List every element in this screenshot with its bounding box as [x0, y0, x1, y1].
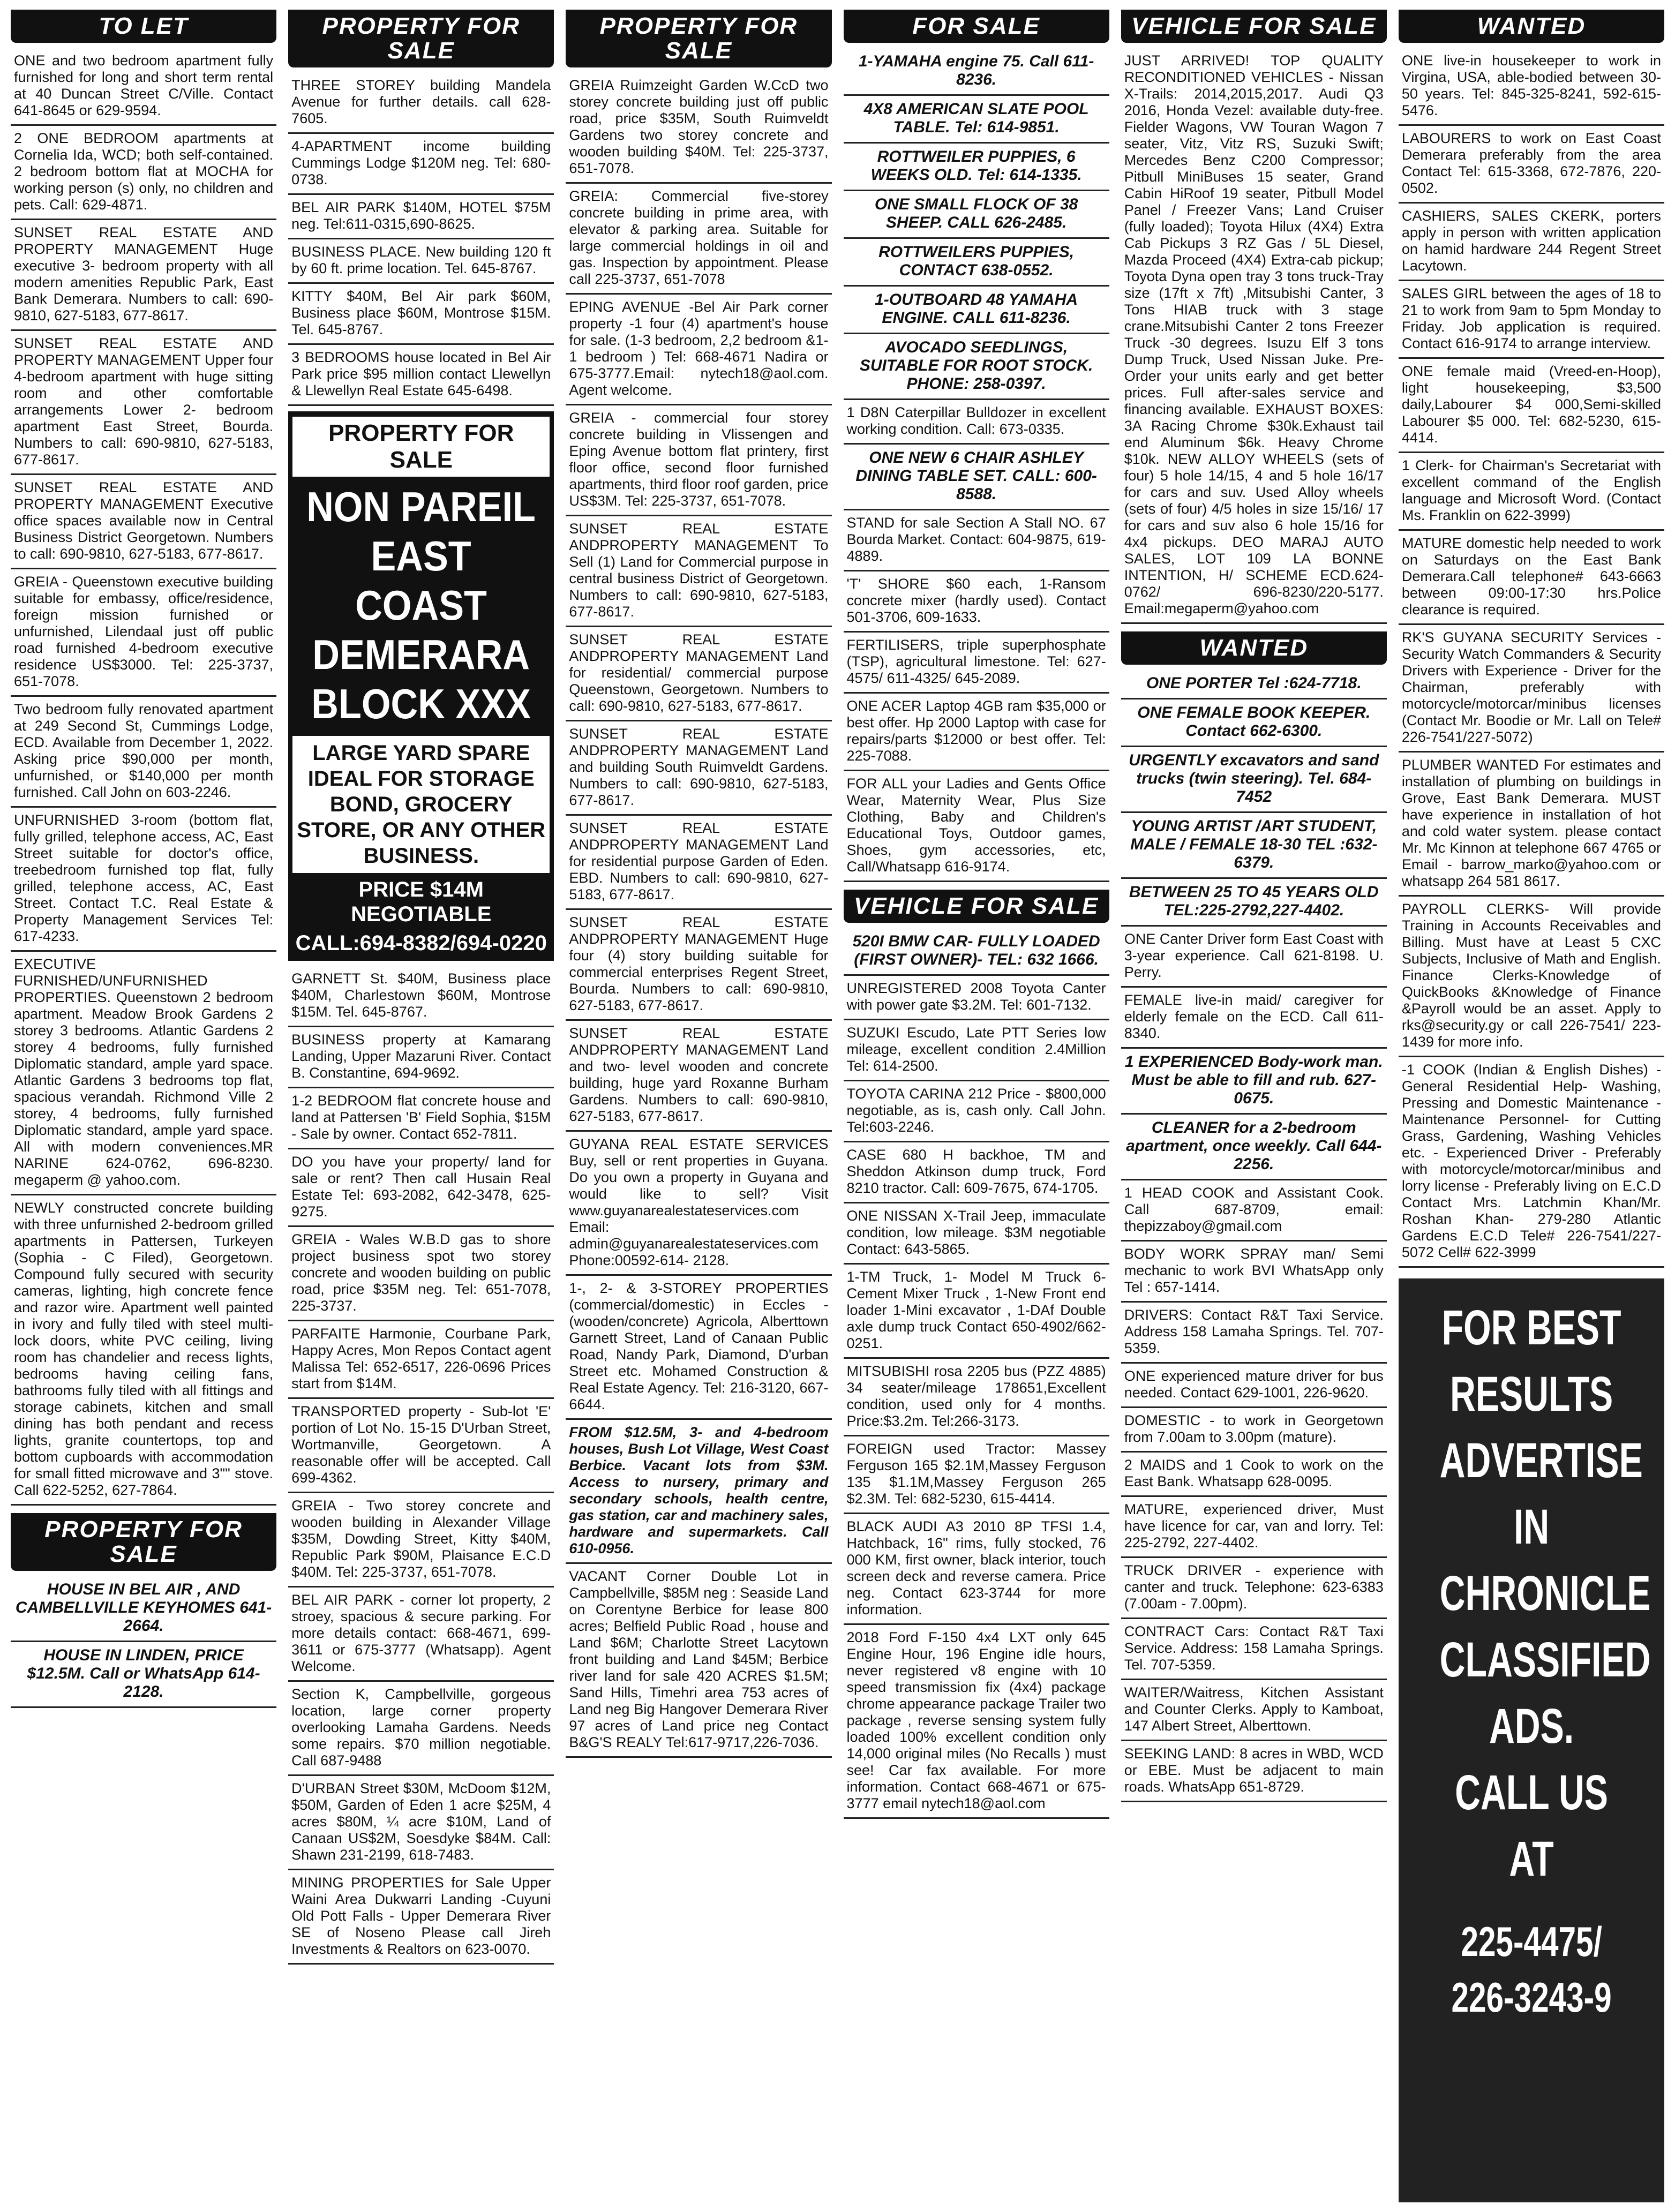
- classified-ad: FROM $12.5M, 3- and 4-bedroom houses, Bush Lot Village, West Coast Berbice. Vacant lots from $3M. Access to nursery, primary and secondary schools, health centre, gas station, car and machinery sales, hardware and supermarkets. Call 610-0956.: [566, 1420, 831, 1564]
- classified-ad: CONTRACT Cars: Contact R&T Taxi Service. Address: 158 Lamaha Springs. Tel. 707-5359.: [1121, 1619, 1387, 1680]
- classified-ad: 'T' SHORE $60 each, 1-Ransom concrete mixer (hardly used). Contact 501-3706, 609-1633.: [844, 571, 1109, 633]
- promo-phone: 226-3243-9: [1451, 1974, 1612, 2021]
- classified-ad: BETWEEN 25 TO 45 YEARS OLD TEL:225-2792,227-4402.: [1121, 879, 1387, 927]
- classified-ad: ONE SMALL FLOCK OF 38 SHEEP. CALL 626-2485.: [844, 191, 1109, 239]
- classified-ad: TOYOTA CARINA 212 Price - $800,000 negotiable, as is, cash only. Call John. Tel:603-2246.: [844, 1081, 1109, 1142]
- display-ad-bar: PROPERTY FOR SALE: [292, 417, 550, 477]
- classified-ad: 1-YAMAHA engine 75. Call 611-8236.: [844, 48, 1109, 96]
- classified-ad: 2 ONE BEDROOM apartments at Cornelia Ida, WCD; both self-contained. 2 bedroom bottom flat at MOCHA for working person (s) only, no children and pets. Call: 629-4871.: [11, 126, 276, 220]
- classified-ad: BEL AIR PARK - corner lot property, 2 stroey, spacious & secure parking. For more details contact: 668-4671, 699-3611 or 675-3777 (Whatsapp). Agent Welcome.: [288, 1587, 554, 1682]
- classified-ad: ONE Canter Driver form East Coast with 3-year experience. Call 621-8198. U. Perry.: [1121, 927, 1387, 988]
- classified-ad: DRIVERS: Contact R&T Taxi Service. Address 158 Lamaha Springs. Tel. 707-5359.: [1121, 1303, 1387, 1364]
- classified-ad: BEL AIR PARK $140M, HOTEL $75M neg. Tel:611-0315,690-8625.: [288, 195, 554, 239]
- display-ad-price: PRICE $14M NEGOTIABLE: [351, 878, 492, 926]
- classified-ad: 4-APARTMENT income building Cummings Lodge $120M neg. Tel: 680-0738.: [288, 134, 554, 195]
- classified-ad: STAND for sale Section A Stall NO. 67 Bourda Market. Contact: 604-9875, 619-4889.: [844, 510, 1109, 571]
- classified-ad: 1 Clerk- for Chairman's Secretariat with excellent command of the English language and Microsoft Word. (Contact Ms. Franklin on 622-3999): [1399, 453, 1664, 531]
- classified-ad: MATURE, experienced driver, Must have licence for car, van and lorry. Tel: 225-2792, 227-4402.: [1121, 1497, 1387, 1558]
- section-heading: WANTED: [1121, 631, 1387, 665]
- classified-ad: SUNSET REAL ESTATE ANDPROPERTY MANAGEMENT Land and two- level wooden and concrete building, huge yard Roxanne Burham Gardens. Numbers to call: 690-9810, 627-5183, 677-8617.: [566, 1021, 831, 1132]
- classified-ad: FEMALE live-in maid/ caregiver for elderly female on the ECD. Call 611-8340.: [1121, 988, 1387, 1049]
- classified-ad: KITTY $40M, Bel Air park $60M, Business place $60M, Montrose $15M. Tel. 645-8767.: [288, 284, 554, 345]
- classified-ad: ONE ACER Laptop 4GB ram $35,000 or best offer. Hp 2000 Laptop with case for repairs/parts $12000 or best offer. Tel: 225-7088.: [844, 694, 1109, 771]
- classified-ad: 1 HEAD COOK and Assistant Cook. Call 687-8709, email: thepizzaboy@gmail.com: [1121, 1180, 1387, 1242]
- classified-ad: GREIA - Two storey concrete and wooden building in Alexander Village $35M, Dowding Street, Kitty $40M, Republic Park $90M, Plaisance E.C.D $40M. Tel: 225-3737, 651-7078.: [288, 1493, 554, 1587]
- classified-ad: RK'S GUYANA SECURITY Services -Security Watch Commanders & Security Drivers with Experience - Driver for the Chairman, preferably with motorcycle/motorcar/minibus licenses (Contact Mr. Boodie or Mr. Lall on Tele# 226-7541/227-5072): [1399, 625, 1664, 753]
- display-ad-line: BLOCK XXX: [311, 680, 531, 727]
- classified-ad: VACANT Corner Double Lot in Campbellville, $85M neg : Seaside Land on Corentyne Berbice for lease 800 acres; Belfield Public Road , house and Land $6M; Charlotte Street Lacytown front building and Land $45M; Berbice river land for sale 420 ACRES $1.5M; Sand Hills, Timehri area 753 acres of Land neg Big Hangover Demerara River 97 acres of Land price neg Contact B&G'S REALY Tel:617-9717,226-7036.: [566, 1564, 831, 1758]
- promo-line: CALL US AT: [1455, 1765, 1608, 1886]
- classified-ad: ONE female maid (Vreed-en-Hoop), light housekeeping, $3,500 daily,Labourer $4 000,Semi-skilled Labourer $5 000. Tel: 682-5230, 615-4414.: [1399, 359, 1664, 453]
- classified-ad: FOREIGN used Tractor: Massey Ferguson 165 $2.1M,Massey Ferguson 135 $1.1M,Massey Ferguson 265 $2.3M. Tel: 682-5230, 615-4414.: [844, 1436, 1109, 1514]
- classified-ad: 3 BEDROOMS house located in Bel Air Park price $95 million contact Llewellyn & Llewellyn Real Estate 645-6498.: [288, 345, 554, 406]
- classified-ad: ONE FEMALE BOOK KEEPER. Contact 662-6300.: [1121, 699, 1387, 747]
- section-heading: FOR SALE: [844, 10, 1109, 43]
- section-heading: PROPERTY FOR SALE: [11, 1513, 276, 1571]
- classified-ad: MITSUBISHI rosa 2205 bus (PZZ 4885) 34 seater/mileage 178651,Excellent condition, used only for 4 months. Price:$3.2m. Tel:266-3173.: [844, 1359, 1109, 1436]
- classified-ad: URGENTLY excavators and sand trucks (twin steering). Tel. 684-7452: [1121, 747, 1387, 813]
- classified-ad: SUNSET REAL ESTATE ANDPROPERTY MANAGEMENT To Sell (1) Land for Commercial purpose in central business District of Georgetown. Numbers to call: 690-9810, 627-5183, 677-8617.: [566, 516, 831, 627]
- section-heading: PROPERTY FOR SALE: [566, 10, 831, 67]
- classified-ad: 1-2 BEDROOM flat concrete house and land at Pattersen 'B' Field Sophia, $15M - Sale by owner. Contact 652-7811.: [288, 1088, 554, 1149]
- classified-ad: BUSINESS property at Kamarang Landing, Upper Mazaruni River. Contact B. Constantine, 694-9692.: [288, 1027, 554, 1088]
- column-to-let: [11, 10, 276, 2202]
- classified-ad: 2 MAIDS and 1 Cook to work on the East Bank. Whatsapp 628-0095.: [1121, 1453, 1387, 1497]
- section-heading: PROPERTY FOR SALE: [288, 10, 554, 67]
- classified-ad: FERTILISERS, triple superphosphate (TSP), agricultural limestone. Tel: 627-4575/ 611-4325/ 645-2089.: [844, 633, 1109, 694]
- classified-ad: CASE 680 H backhoe, TM and Sheddon Atkinson dump truck, Ford 8210 tractor. Call: 609-7675, 674-1705.: [844, 1142, 1109, 1203]
- classified-ad: -1 COOK (Indian & English Dishes) - General Residential Help- Washing, Pressing and Domestic Maintenance - Maintenance Personnel- for Cutting Grass, Gardening, Washing Vehicles etc. - Experienced Driver - Preferably with motorcycle/motorcar/minibus and lorry license - Preferably living on E.C.D Contact Mrs. Latchmin Khan/Mr. Roshan Khan- 279-280 Atlantic Gardens E.C.D Tele# 226-7541/227-5072 Cell# 622-3999: [1399, 1057, 1664, 1268]
- classified-ad: WAITER/Waitress, Kitchen Assistant and Counter Clerks. Apply to Kamboat, 147 Albert Street, Alberttown.: [1121, 1680, 1387, 1741]
- classified-ad: HOUSE IN LINDEN, PRICE $12.5M. Call or WhatsApp 614-2128.: [11, 1642, 276, 1708]
- classified-ad: ONE PORTER Tel :624-7718.: [1121, 670, 1387, 699]
- promo-line: FOR BEST RESULTS: [1441, 1300, 1621, 1421]
- column-wanted: [1399, 10, 1664, 2202]
- classified-ad: SUNSET REAL ESTATE ANDPROPERTY MANAGEMENT Land for residential/ commercial purpose Queenstown, Georgetown. Numbers to call: 690-9810, 627-5183, 677-8617.: [566, 627, 831, 721]
- classified-ad: BUSINESS PLACE. New building 120 ft by 60 ft. prime location. Tel. 645-8767.: [288, 239, 554, 284]
- promo-line: CLASSIFIED ADS.: [1439, 1632, 1651, 1754]
- classified-ad: GREIA - Wales W.B.D gas to shore project business spot two storey concrete and wooden building on public road, price $35M neg. Tel: 651-7078, 225-3737.: [288, 1227, 554, 1321]
- classified-ad: SUNSET REAL ESTATE AND PROPERTY MANAGEMENT Upper four 4-bedroom apartment with huge sitting room and other comfortable arrangements Lower 2- bedroom apartment East Street, Bourda. Numbers to call: 690-9810, 627-5183, 677-8617.: [11, 331, 276, 475]
- classified-ad: FOR ALL your Ladies and Gents Office Wear, Maternity Wear, Plus Size Clothing, Baby and Children's Educational Toys, Outdoor games, Shoes, gym accessories, etc, Call/Whatsapp 616-9174.: [844, 771, 1109, 882]
- classified-ad: ONE NEW 6 CHAIR ASHLEY DINING TABLE SET. CALL: 600-8588.: [844, 445, 1109, 510]
- classified-ad: YOUNG ARTIST /ART STUDENT, MALE / FEMALE 18-30 TEL :632-6379.: [1121, 813, 1387, 879]
- section-heading: VEHICLE FOR SALE: [1121, 10, 1387, 43]
- classified-ad: NEWLY constructed concrete building with three unfurnished 2-bedroom grilled apartments in Pattersen, Turkeyen (Sophia - C Filed), Georgetown. Compound fully secured with security cameras, lighting, high concrete fence and razor wire. Apartment well painted in ivory and fully tiled with steel multi-lock doors, white PVC ceiling, living room has chandelier and recess lights, bedrooms having ceiling fans, bathrooms fully tiled with all fittings and storage cabinets, kitchen and small dining has both pendant and recess lights, granite countertops, top and bottom cupboards with accommodation for small fitted microwave and 3"" stove. Call 622-5252, 627-7864.: [11, 1195, 276, 1506]
- display-ad-subtext: LARGE YARD SPARE IDEAL FOR STORAGE BOND, GROCERY STORE, OR ANY OTHER BUSINESS.: [292, 736, 550, 873]
- classified-ad: UNFURNISHED 3-room (bottom flat, fully grilled, telephone access, AC, East Street suitable for doctor's office, treebedroom furnished top flat, fully grilled, telephone access, AC, East Street. Contact T.C. Real Estate & Property Management Services Tel: 617-4233.: [11, 808, 276, 952]
- classified-ad: 2018 Ford F-150 4x4 LXT only 645 Engine Hour, 196 Engine idle hours, never registered v8 engine with 10 speed transmission fix (4x4) package chrome appearance package Trailer two package , reverse sensing system fully loaded 100% excellent condition only 14,000 original miles (No Recalls ) must see! Car fax available. For more information. Contact 668-4671 or 675-3777 email nytech18@aol.com: [844, 1625, 1109, 1819]
- classified-ad: DO you have your property/ land for sale or rent? Then call Husain Real Estate Tel: 693-2082, 642-3478, 625-9275.: [288, 1149, 554, 1227]
- classified-ad: GARNETT St. $40M, Business place $40M, Charlestown $60M, Montrose $15M. Tel. 645-8767.: [288, 966, 554, 1027]
- classified-ad: EPING AVENUE -Bel Air Park corner property -1 four (4) apartment's house for sale. (1-3 bedroom, 2,2 bedroom &1-1 bedroom ) Tel: 668-4671 Nadira or 675-3777.Email: nytech18@aol.com. Agent welcome.: [566, 295, 831, 405]
- classified-ad: Two bedroom fully renovated apartment at 249 Second St, Cummings Lodge, ECD. Available from December 1, 2022. Asking price $90,000 per month, unfurnished, or $140,000 per month furnished. Call John on 603-2246.: [11, 697, 276, 808]
- classified-ad: AVOCADO SEEDLINGS, SUITABLE FOR ROOT STOCK. PHONE: 258-0397.: [844, 334, 1109, 400]
- classified-ad: GUYANA REAL ESTATE SERVICES Buy, sell or rent properties in Guyana. Do you own a property in Guyana and would like to sell? Visit www.guyanarealestateservices.com Email: admin@guyanarealestateservices.com Phone:00592-614- 2128.: [566, 1132, 831, 1276]
- section-heading: WANTED: [1399, 10, 1664, 43]
- display-ad-line: NON PAREIL: [306, 483, 536, 530]
- classified-ad: SUNSET REAL ESTATE ANDPROPERTY MANAGEMENT Land and building South Ruimveldt Gardens. Numbers to call: 690-9810, 627-5183, 677-8617.: [566, 721, 831, 816]
- classified-ad: BODY WORK SPRAY man/ Semi mechanic to work BVI WhatsApp only Tel : 657-1414.: [1121, 1242, 1387, 1303]
- classified-ad: SUZUKI Escudo, Late PTT Series low mileage, excellent condition 2.4Million Tel: 614-2500.: [844, 1020, 1109, 1081]
- classified-ad: UNREGISTERED 2008 Toyota Canter with power gate $3.2M. Tel: 601-7132.: [844, 976, 1109, 1020]
- classified-ad: SEEKING LAND: 8 acres in WBD, WCD or EBE. Must be adjacent to main roads. WhatsApp 651-8729.: [1121, 1741, 1387, 1802]
- classified-ad: DOMESTIC - to work in Georgetown from 7.00am to 3.00pm (mature).: [1121, 1408, 1387, 1453]
- classified-ad: ONE live-in housekeeper to work in Virgina, USA, able-bodied between 30-50 years. Tel: 845-325-8241, 592-615-5476.: [1399, 48, 1664, 126]
- classified-ad: MINING PROPERTIES for Sale Upper Waini Area Dukwarri Landing -Cuyuni Old Pott Falls - Upper Demerara River SE of Noseno Please call Jireh Investments & Realtors on 623-0070.: [288, 1870, 554, 1965]
- display-ad-phone: CALL:694-8382/694-0220: [295, 931, 547, 955]
- classified-ad: TRANSPORTED property - Sub-lot 'E' portion of Lot No. 15-15 D'Urban Street, Wortmanville, Georgetown. A reasonable offer will be accepted. Call 699-4362.: [288, 1399, 554, 1493]
- classified-ad: GREIA - Queenstown executive building suitable for embassy, office/residence, foreign mission furnished or unfurnished, Lilendaal just off public road furnished 4-bedroom executive residence US$3000. Tel: 225-3737, 651-7078.: [11, 569, 276, 697]
- classified-ad: 1-TM Truck, 1- Model M Truck 6-Cement Mixer Truck , 1-New Front end loader 1-Mini excavator , 1-DAf Double axle dump truck Contact 650-4902/662-0251.: [844, 1265, 1109, 1359]
- classified-ad: LABOURERS to work on East Coast Demerara preferably from the area Contact Tel: 615-3368, 672-7876, 220-0502.: [1399, 126, 1664, 204]
- classified-ad: 1 EXPERIENCED Body-work man. Must be able to fill and rub. 627-0675.: [1121, 1049, 1387, 1115]
- classified-ad: 1-, 2- & 3-STOREY PROPERTIES (commercial/domestic) in Eccles - (wooden/concrete) Agricola, Alberttown Garnett Street, Land of Canaan Public Road, Nandy Park, Diamond, D'urban Street etc. Mohamed Construction & Real Estate Agency. Tel: 216-3120, 667-6644.: [566, 1276, 831, 1420]
- classified-ad: TRUCK DRIVER - experience with canter and truck. Telephone: 623-6383 (7.00am - 7.00pm).: [1121, 1558, 1387, 1619]
- advertise-promo: [1399, 1278, 1664, 2202]
- classified-ad: ONE NISSAN X-Trail Jeep, immaculate condition, low mileage. $3M negotiable Contact: 643-5865.: [844, 1203, 1109, 1265]
- column-for-sale: [844, 10, 1109, 2202]
- classified-ad: CASHIERS, SALES CKERK, porters apply in person with written application on hamid hardware 244 Regent Street Lacytown.: [1399, 204, 1664, 281]
- promo-line: IN CHRONICLE: [1439, 1500, 1651, 1621]
- column-vehicle-wanted: [1121, 10, 1387, 2202]
- classified-ad: ROTTWEILERS PUPPIES, CONTACT 638-0552.: [844, 239, 1109, 287]
- promo-line: ADVERTISE: [1439, 1433, 1643, 1488]
- classified-ad: 1 D8N Caterpillar Bulldozer in excellent working condition. Call: 673-0335.: [844, 400, 1109, 445]
- classified-ad: GREIA: Commercial five-storey concrete building in prime area, with elevator & parking area. Suitable for large commercial holdings in oil and gas. Inspection by appointment. Please call 225-3737, 651-7078: [566, 184, 831, 295]
- display-ad-line: DEMERARA: [312, 631, 530, 678]
- classified-ad: SUNSET REAL ESTATE AND PROPERTY MANAGEMENT Executive office spaces available now in Central Business District Georgetown. Numbers to call: 690-9810, 627-5183, 677-8617.: [11, 475, 276, 569]
- classified-ad: 1-OUTBOARD 48 YAMAHA ENGINE. CALL 611-8236.: [844, 287, 1109, 334]
- classified-ad: MATURE domestic help needed to work on Saturdays on the East Bank Demerara.Call telephone# 643-6663 between 09:00-17:30 hrs.Police clearance is required.: [1399, 531, 1664, 625]
- classified-ad: PLUMBER WANTED For estimates and installation of plumbing on buildings in Grove, East Bank Demerara. MUST have experience in installation of hot and cold water system. please contact Mr. Mc Kinnon at telephone 667 4765 or Email - barrow_marko@yahoo.com or whatsapp 264 581 8617.: [1399, 753, 1664, 897]
- promo-phone: 225-4475/: [1461, 1918, 1602, 1965]
- classified-ad: D'URBAN Street $30M, McDoom $12M, $50M, Garden of Eden 1 acre $25M, 4 acres $80M, ¼ acre $10M, Land of Canaan US$2M, Soesdyke $84M. Call: Shawn 231-2199, 618-7483.: [288, 1776, 554, 1870]
- column-property-for-sale-2: [566, 10, 831, 2202]
- classified-ad: THREE STOREY building Mandela Avenue for further details. call 628-7605.: [288, 73, 554, 134]
- classified-ad: PAYROLL CLERKS- Will provide Training in Accounts Receivables and Billing. Must have at Least 5 CXC Subjects, Inclusive of Math and English. Finance Clerks-Knowledge of QuickBooks &Knowledge of Finance &Payroll would be an asset. Apply to rks@security.gy or call 226-7541/ 223-1439 for more info.: [1399, 897, 1664, 1057]
- classified-ad: HOUSE IN BEL AIR , AND CAMBELLVILLE KEYHOMES 641-2664.: [11, 1576, 276, 1642]
- classified-ad: GREIA Ruimzeight Garden W.CcD two storey concrete building just off public road, price $35M, South Ruimveldt Gardens two storey concrete and wooden building $40M. Tel: 225-3737, 651-7078.: [566, 73, 831, 184]
- classified-ad: ONE experienced mature driver for bus needed. Contact 629-1001, 226-9620.: [1121, 1364, 1387, 1408]
- classified-ad: BLACK AUDI A3 2010 8P TFSI 1.4, Hatchback, 16" rims, fully stocked, 76 000 KM, first owner, black interior, touch screen deck and reverse camera. Price neg. Contact 623-3744 for more information.: [844, 1514, 1109, 1625]
- classified-ad: SALES GIRL between the ages of 18 to 21 to work from 9am to 5pm Monday to Friday. Job application is required. Contact 616-9174 to arrange interview.: [1399, 281, 1664, 359]
- display-ad-line: EAST COAST: [355, 532, 487, 629]
- classified-ad: 520I BMW CAR- FULLY LOADED (FIRST OWNER)- TEL: 632 1666.: [844, 928, 1109, 976]
- section-heading: TO LET: [11, 10, 276, 43]
- classified-ad: GREIA - commercial four storey concrete building in Vlissengen and Eping Avenue bottom flat printery, first floor office, second floor furnished apartments, third floor roof garden, price US$3M. Tel: 225-3737, 651-7078.: [566, 405, 831, 516]
- column-property-for-sale-1: [288, 10, 554, 2202]
- classified-ad: EXECUTIVE FURNISHED/UNFURNISHED PROPERTIES. Queenstown 2 bedroom apartment. Meadow Brook Gardens 2 storey 3 bedrooms. Atlantic Gardens 2 storey 4 bedrooms, fully furnished Diplomatic standard, ample yard space. Atlantic Gardens 3 bedrooms top flat, spacious verandah. Richmond Ville 2 storey, 4 bedrooms, fully furnished Diplomatic standard, ample yard space. All with modern conveniences.MR NARINE 624-0762, 696-8230. megaperm @ yahoo.com.: [11, 952, 276, 1195]
- display-ad-non-pareil: [288, 411, 554, 961]
- section-heading: VEHICLE FOR SALE: [844, 890, 1109, 923]
- classified-ad: SUNSET REAL ESTATE ANDPROPERTY MANAGEMENT Land for residential purpose Garden of Eden. EBD. Numbers to call: 690-9810, 627-5183, 677-8617.: [566, 816, 831, 910]
- classified-ad: SUNSET REAL ESTATE AND PROPERTY MANAGEMENT Huge executive 3- bedroom property with all modern amenities Republic Park, East Bank Demerara. Numbers to call: 690-9810, 627-5183, 677-8617.: [11, 220, 276, 331]
- classified-ad: Section K, Campbellville, gorgeous location, large corner property overlooking Lamaha Gardens. Needs some repairs. $70 million negotiable. Call 687-9488: [288, 1682, 554, 1776]
- classified-ad: ONE and two bedroom apartment fully furnished for long and short term rental at 40 Duncan Street C/Ville. Contact 641-8645 or 629-9594.: [11, 48, 276, 126]
- classified-ad: SUNSET REAL ESTATE ANDPROPERTY MANAGEMENT Huge four (4) story building suitable for commercial enterprises Regent Street, Bourda. Numbers to call: 690-9810, 627-5183, 677-8617.: [566, 910, 831, 1021]
- classified-ad: ROTTWEILER PUPPIES, 6 WEEKS OLD. Tel: 614-1335.: [844, 144, 1109, 191]
- classified-ad: 4X8 AMERICAN SLATE POOL TABLE. Tel: 614-9851.: [844, 96, 1109, 144]
- classified-ad: CLEANER for a 2-bedroom apartment, once weekly. Call 644-2256.: [1121, 1115, 1387, 1180]
- classified-ad: PARFAITE Harmonie, Courbane Park, Happy Acres, Mon Repos Contact agent Malissa Tel: 652-6517, 226-0696 Prices start from $14M.: [288, 1321, 554, 1399]
- classified-ad: JUST ARRIVED! TOP QUALITY RECONDITIONED VEHICLES - Nissan X-Trails: 2014,2015,2017. Audi Q3 2016, Honda Vezel: available duty-free. Fielder Wagons, VW Touran Wagon 7 seater, Vitz, Vitz RS, Suzuki Swift; Mercedes Benz C200 Compressor; Pitbull MiniBuses 15 seater, Grand Cabin HiRoof 19 seater, Pitbull Model Panel / Freezer Vans; Land Cruiser (fully loaded); Toyota Hilux (4X4) Extra Cab Pickups 3 RZ Gas / 5L Diesel, Mazda Proceed (4X4) Extra-cab pickup; Toyota Dyna open tray 3 tons truck-Tray size (17ft x 7ft) ,Mitsubishi Canter, 3 Tons HIAB truck with 3 stage crane.Mitsubishi Canter 2 tons Freezer Truck -30 degrees. Isuzu Elf 3 tons Dump Truck, Used Nissan Juke. Pre-Order your units early and get better prices. Full after-sales service and financing available. EXHAUST BOXES: 3A Racing Chrome $30k.Exhaust tail end Aluminum $6k. Heavy Chrome $10k. NEW ALLOY WHEELS (sets of four) 5 hole 14/15, 4 and 5 hole 16/17 for cars and suv. Used Alloy wheels (sets of four) 4/5 holes in size 15/16/ 17 for cars and suv also 6 hole 15/16 for 4x4 pickups. DEO MARAJ AUTO SALES, LOT 109 LA BONNE INTENTION, H/ SCHEME ECD.624-0762/ 696-8230/220-5177. Email:megaperm@yahoo.com: [1121, 48, 1387, 624]
